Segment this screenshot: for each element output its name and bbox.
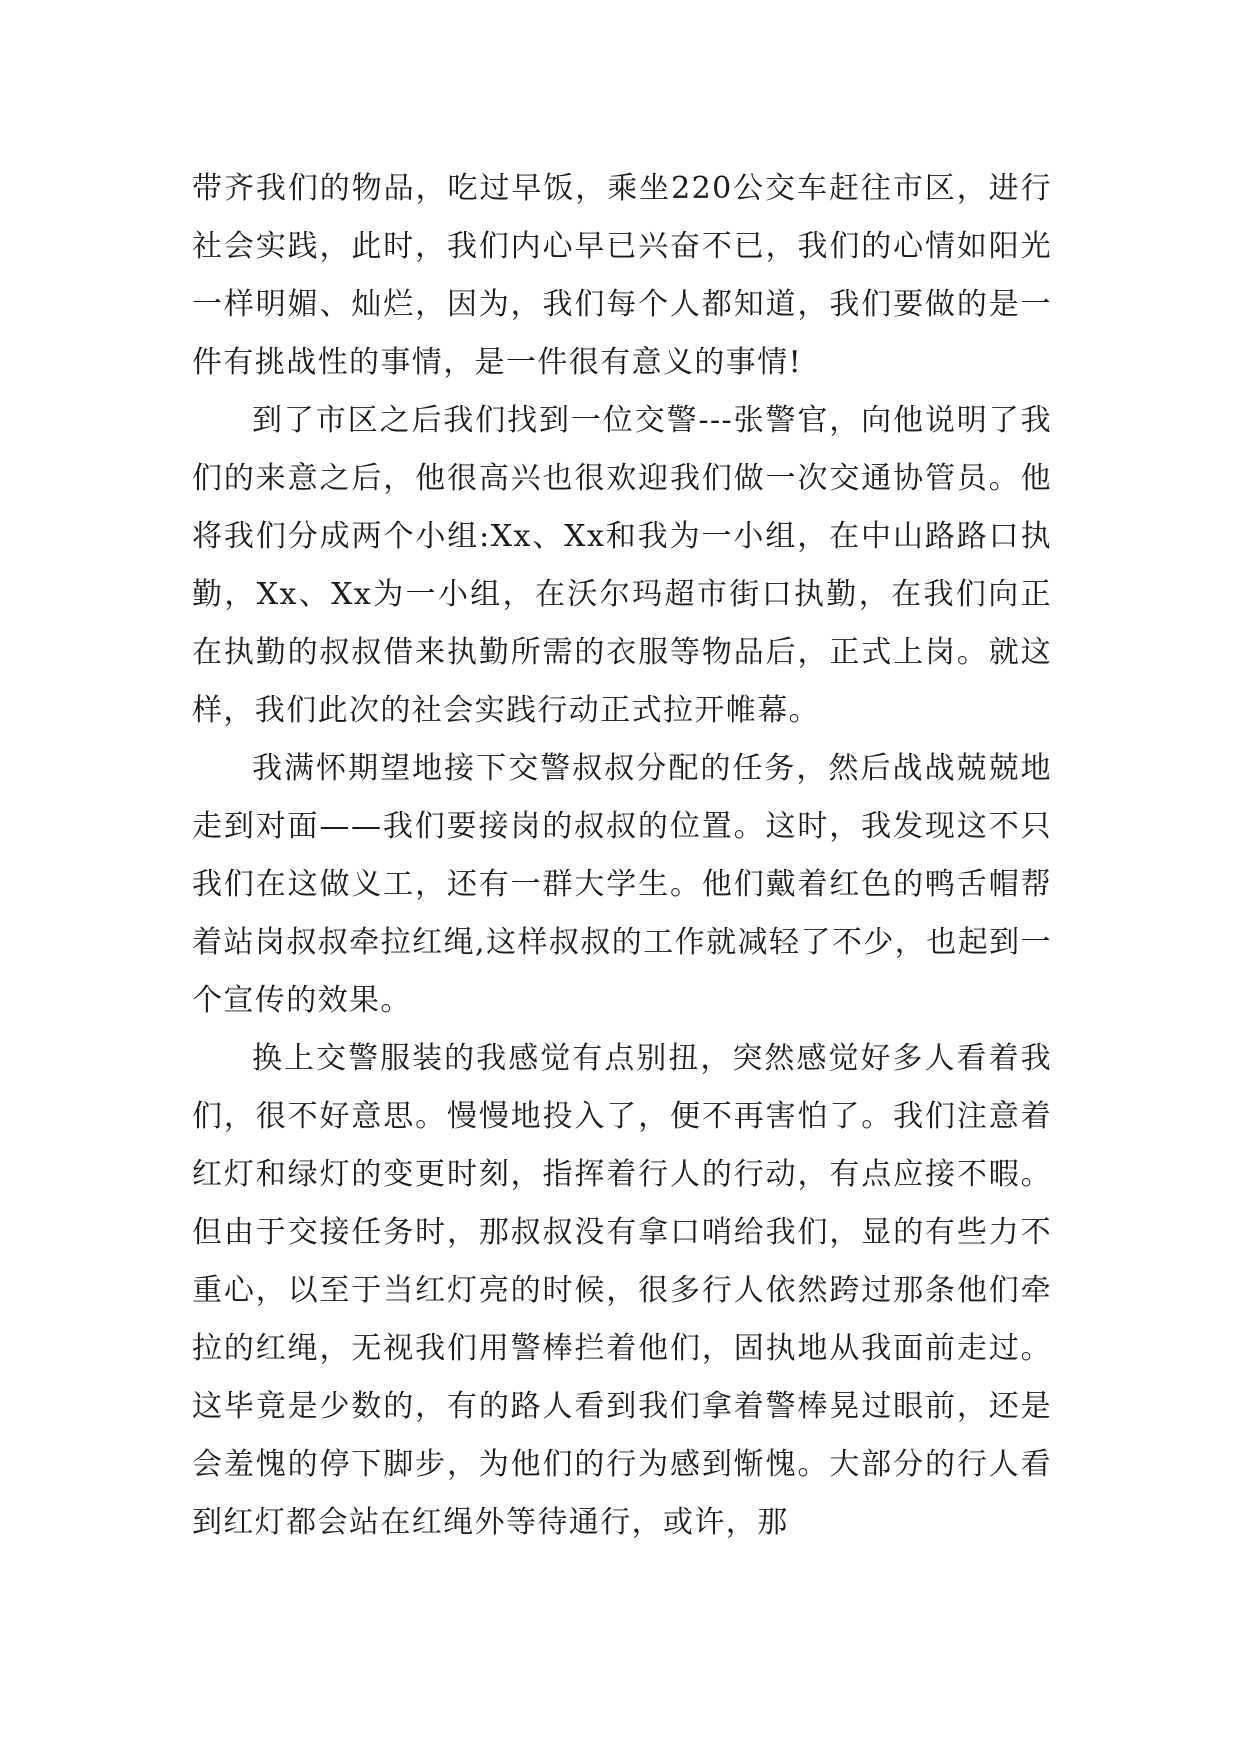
paragraph-2: 到了市区之后我们找到一位交警---张警官，向他说明了我们的来意之后，他很高兴也很欢迎我们做一次交通协管员。他将我们分成两个小组:Xx、Xx和我为一小组，在中山路路口执勤，Xx、Xx为一小组，在沃尔玛超市街口执勤，在我们向正在执勤的叔叔借来执勤所需的衣服等物品后，正式上岗。就这样，我们此次的社会实践行动正式拉开帷幕。 xyxy=(192,403,1052,728)
paragraph-4: 换上交警服装的我感觉有点别扭，突然感觉好多人看着我们，很不好意思。慢慢地投入了，便不再害怕了。我们注意着红灯和绿灯的变更时刻，指挥着行人的行动，有点应接不暇。但由于交接任务时，那叔叔没有拿口哨给我们，显的有些力不重心，以至于当红灯亮的时候，很多行人依然跨过那条他们牵拉的红绳，无视我们用警棒拦着他们，固执地从我面前走过。这毕竟是少数的，有的路人看到我们拿着警棒晃过眼前，还是会羞愧的停下脚步，为他们的行为感到惭愧。大部分的行人看到红灯都会站在红绳外等待通行，或许，那 xyxy=(192,1041,1052,1540)
paragraph-3: 我满怀期望地接下交警叔叔分配的任务，然后战战兢兢地走到对面——我们要接岗的叔叔的位置。这时，我发现这不只我们在这做义工，还有一群大学生。他们戴着红色的鸭舌帽帮着站岗叔叔牵拉红绳,这样叔叔的工作就减轻了不少，也起到一个宣传的效果。 xyxy=(192,751,1052,1018)
paragraph-1: 带齐我们的物品，吃过早饭，乘坐220公交车赶往市区，进行社会实践，此时，我们内心早已兴奋不已，我们的心情如阳光一样明媚、灿烂，因为，我们每个人都知道，我们要做的是一件有挑战性的事情，是一件很有意义的事情! xyxy=(192,171,1052,380)
body-text xyxy=(192,160,1052,1552)
